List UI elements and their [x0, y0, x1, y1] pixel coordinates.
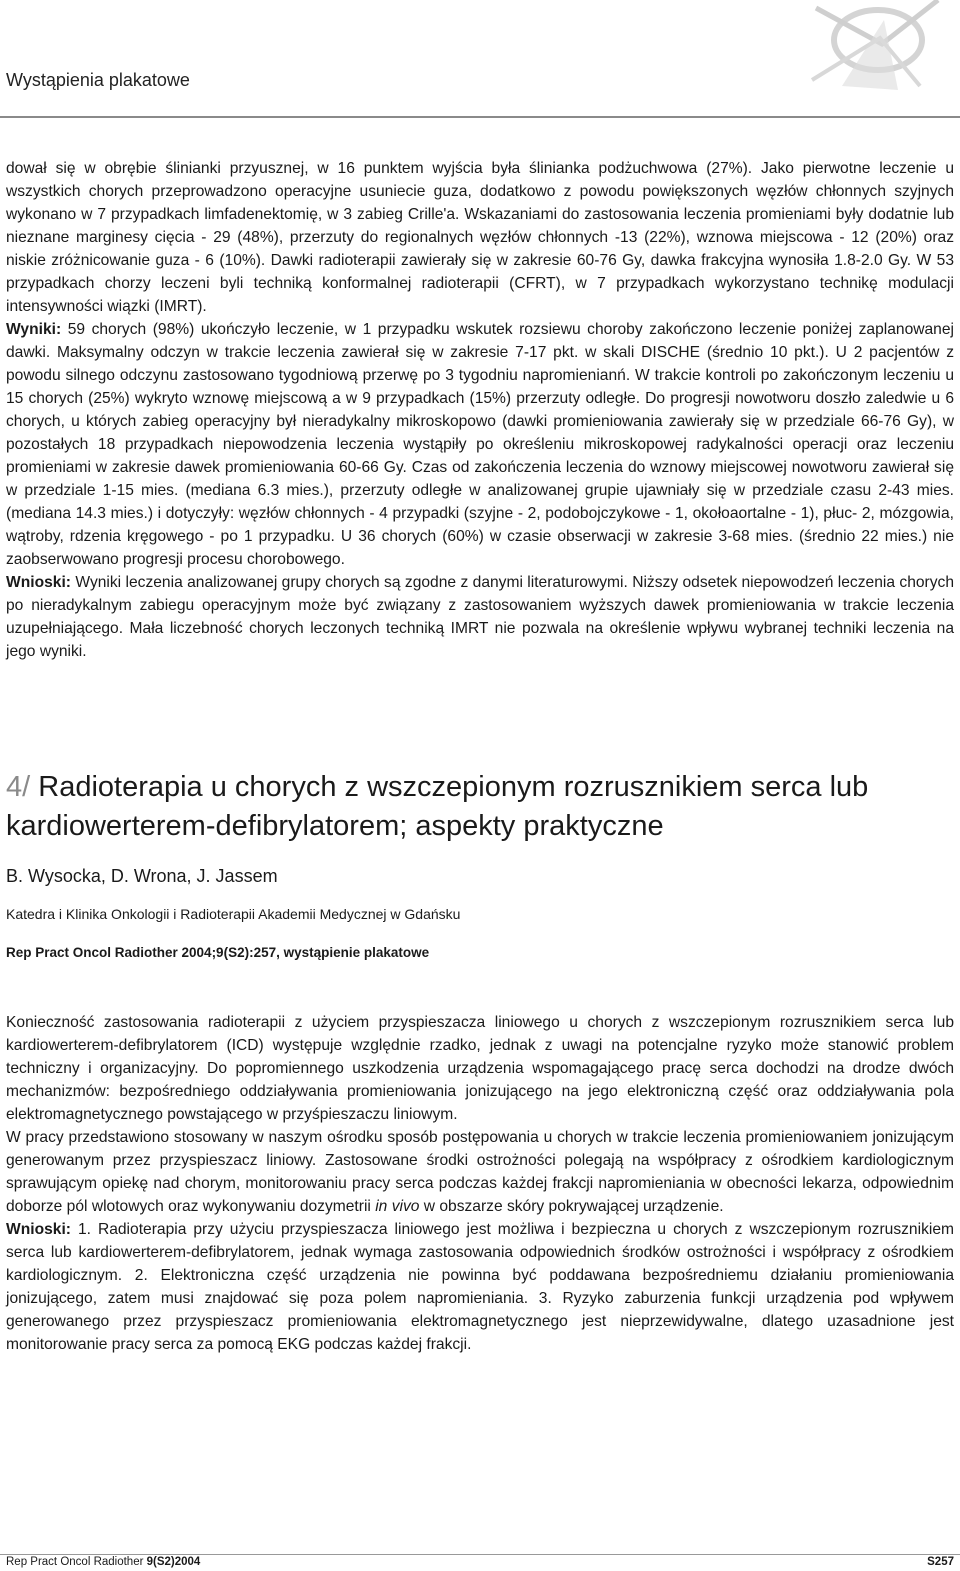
conclusions-paragraph	[6, 571, 954, 663]
article-authors: B. Wysocka, D. Wrona, J. Jassem	[6, 866, 278, 886]
section-header: Wystąpienia plakatowe	[6, 70, 190, 90]
article-citation: Rep Pract Oncol Radiother 2004;9(S2):257, wystąpienie plakatowe	[6, 945, 430, 960]
journal-emblem-icon	[802, 0, 942, 92]
abstract-continuation	[6, 157, 954, 663]
article-title	[6, 768, 956, 846]
footer-page-number: S257	[927, 1556, 954, 1568]
footer-journal-name: Rep Pract Oncol Radiother	[6, 1556, 147, 1568]
conclusions-paragraph-2	[6, 1218, 954, 1356]
footer-issue: 9(S2)2004	[146, 1556, 201, 1568]
conclusions-text: Wyniki leczenia analizowanej grupy chorych są zgodne z danymi literaturowymi. Niższy odsetek niepowodzeń leczenia chorych po nieradykalnym zabiegu operacyjnym może być związany z zastosowaniem wyższych dawek promieniowania w trakcie leczenia uzupełniającego. Mała liczebność chorych leczonych techniką IMRT nie pozwala na określenie wpływu wybranej techniki leczenia na jego wyniki.	[6, 574, 954, 660]
results-paragraph	[6, 318, 954, 571]
intro-paragraph: Konieczność zastosowania radioterapii z użyciem przyspieszacza liniowego u chorych z wszczepionym rozrusznikiem serca lub kardiowerterem-defibrylatorem (ICD) występuje względnie rzadko, jednak z uwagi na potencjalne ryzyko może stanowić problem techniczny i organizacyjny. Do popromiennego uszkodzenia urządzenia wspomagającego pracę serca dochodzi na drodze dwóch mechanizmów: bezpośredniego oddziaływania promieniowania jonizującego na jego elektroniczną część oraz oddziaływania pola elektromagnetycznego powstającego w przyśpieszaczu liniowym.	[6, 1014, 954, 1123]
conclusions-label: Wnioski:	[6, 574, 71, 591]
methods-paragraph: dował się w obrębie ślinianki przyusznej, w 16 punktem wyjścia była ślinianka podżuchwowa (27%). Jako pierwotne leczenie u wszystkich chorych przeprowadzono operacyjne usuniecie guza, dodatkowo z powodu powiększonych węzłów chłonnych szyjnych wykonano w 7 przypadkach limfadenektomię, w 3 zabieg Crille'a. Wskazaniami do zastosowania leczenia promieniami były dodatnie lub nieznane marginesy cięcia - 29 (48%), przerzuty do regionalnych węzłów chłonnych -13 (22%), wznowa miejscowa - 12 (20%) oraz niskie zróżnicowanie guza - 6 (10%). Dawki radioterapii zawierały się w zakresie 60-76 Gy, dawka frakcyjna wynosiła 1.8-2.0 Gy. W 53 przypadkach chorzy leczeni byli techniką konformalnej radioterapii (CFRT), w 7 przypadkach wykorzystano technikę modulacji intensywności wiązki (IMRT).	[6, 160, 954, 315]
footer-journal	[6, 1556, 200, 1568]
results-text: 59 chorych (98%) ukończyło leczenie, w 1 przypadku wskutek rozsiewu choroby zakończono leczenie poniżej zaplanowanej dawki. Maksymalny odczyn w trakcie leczenia zawierał się w zakresie 7-17 pkt. w skali DISCHE (średnio 10 pkt.). U 2 pacjentów z powodu silnego odczynu zastosowano tygodniową przerwę po 3 tygodniu napromienianń. W trakcie kontroli po zakończonym leczeniu u 15 chorych (25%) wykryto wznowę miejscową a w 9 przypadkach (15%) przerzuty odległe. Do progresji nowotworu doszło zaledwie u 6 chorych, u których zabieg operacyjny był nieradykalny mikroskopowo (dawki promieniowania zawierały się w przedziale 66-76 Gy), w pozostałych 18 przypadkach niepowodzenia leczenia wystąpiły po określeniu mikroskopowej radykalności operacji oraz leczeniu promieniami w zakresie dawek promieniowania 60-66 Gy. Czas od zakończenia leczenia do wznowy miejscowej nowotworu zawierał się w przedziale 1-15 mies. (mediana 6.3 mies.), przerzuty odległe w analizowanej grupie ujawniały się w przedziale czasu 2-43 mies. (mediana 14.3 mies.) i dotyczyły: węzłów chłonnych - 4 przypadki (szyjne - 2, podobojczykowe - 1, okołoaortalne - 1), płuc- 2, mózgowia, wątroby, rdzenia kręgowego - po 1 przypadku. U 36 chorych (60%) w czasie obserwacji w zakresie 3-68 mies. (średnio 22 mies.) nie zaobserwowano progresji procesu chorobowego.	[6, 321, 954, 568]
methods-text-a: W pracy przedstawiono stosowany w naszym ośrodku sposób postępowania u chorych w trakcie leczenia promieniowaniem jonizującym generowanym przez przyspieszacz liniowy. Zastosowane środki ostrożności polegają na współpracy z ośrodkiem kardiologicznym sprawującym opiekę nad chorym, monitorowaniu pracy serca podczas każdej frakcji napromieniania w obecności lekarza, odpowiednim doborze pól wlotowych oraz wykonywaniu dozymetrii	[6, 1129, 954, 1215]
article-title-text: Radioterapia u chorych z wszczepionym rozrusznikiem serca lub kardiowerterem-defibrylatorem; aspekty praktyczne	[6, 771, 869, 842]
article-affiliation: Katedra i Klinika Onkologii i Radioterapii Akademii Medycznej w Gdańsku	[6, 906, 461, 922]
header-divider	[0, 116, 960, 118]
footer-divider	[0, 1554, 960, 1555]
article-abstract	[6, 1011, 954, 1356]
article-number: 4/	[6, 771, 31, 803]
methods-paragraph-2	[6, 1126, 954, 1218]
methods-text-b: w obszarze skóry pokrywającej urządzenie.	[419, 1198, 724, 1215]
in-vivo-term: in vivo	[375, 1198, 420, 1215]
conclusions-label-2: Wnioski:	[6, 1221, 71, 1238]
conclusions-text-2: 1. Radioterapia przy użyciu przyspieszacza liniowego jest możliwa i bezpieczna u chorych z wszczepionym rozrusznikiem serca lub kardiowerterem-defibrylatorem, jednak wymaga zastosowania odpowiednich środków ostrożności i współpracy z ośrodkiem kardiologicznym. 2. Elektroniczna część urządzenia nie powinna być poddawana bezpośredniemu działaniu promieniowania jonizującego, zatem musi znajdować się poza polem napromieniania. 3. Ryzyko zaburzenia funkcji urządzenia pod wpływem generowanego przez przyspieszacz promieniowania elektromagnetycznego jest nieprzewidywalne, dlatego uzasadnione jest monitorowanie pracy serca za pomocą EKG podczas każdej frakcji.	[6, 1221, 954, 1353]
results-label: Wyniki:	[6, 321, 62, 338]
